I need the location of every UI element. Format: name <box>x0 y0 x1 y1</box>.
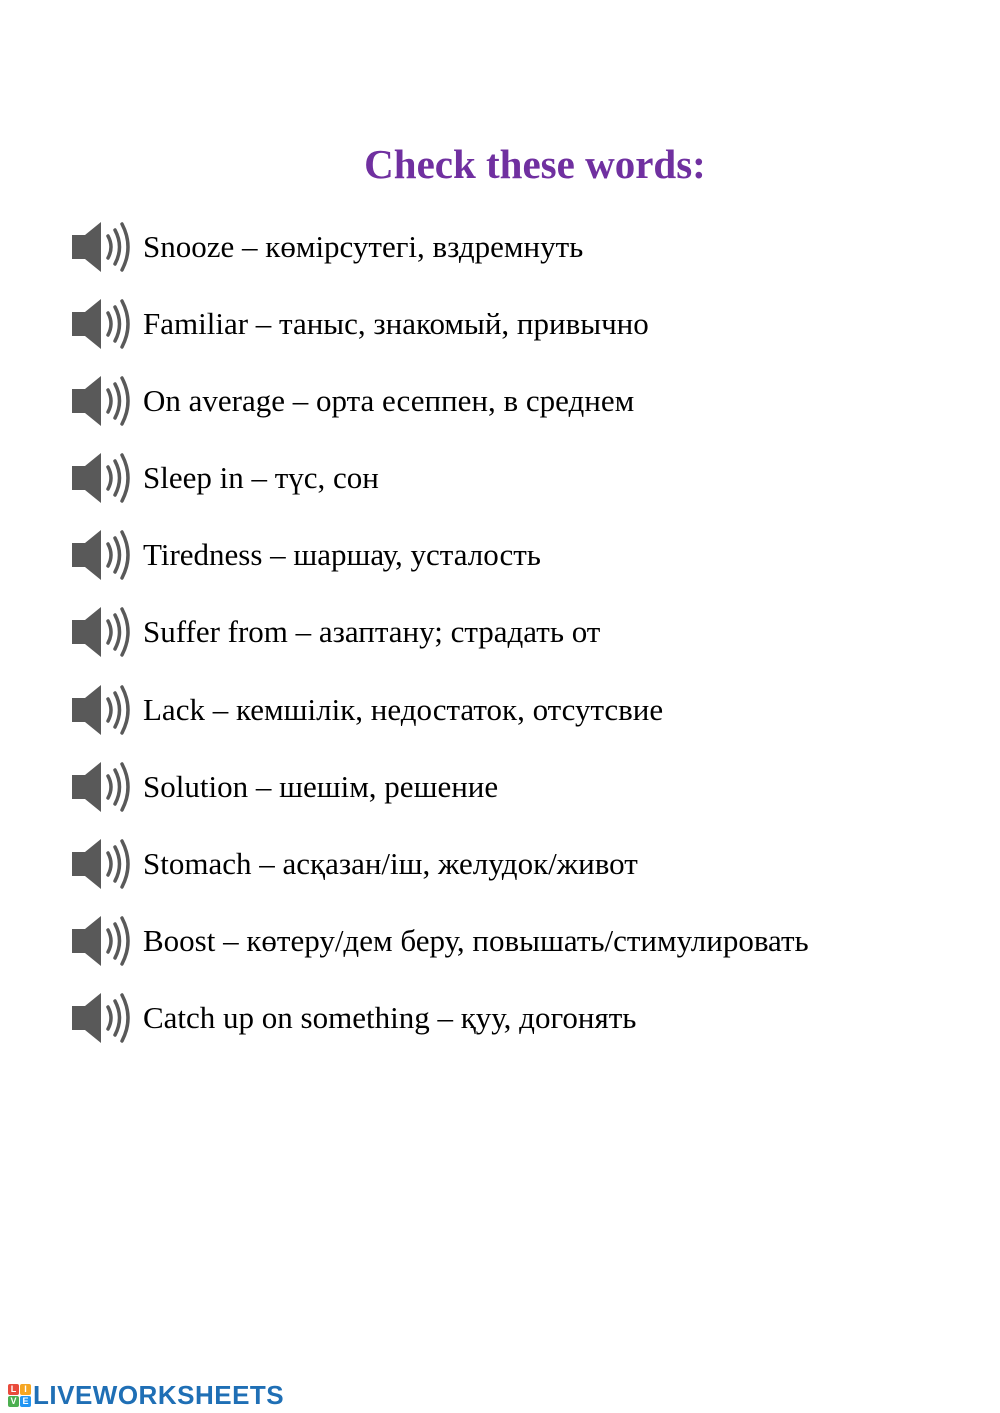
liveworksheets-logo-icon <box>8 1384 31 1407</box>
word-text: Boost – көтеру/дем беру, повышать/стимулировать <box>143 922 809 958</box>
brand-name: LIVEWORKSHEETS <box>33 1379 285 1410</box>
word-row <box>70 450 970 527</box>
word-row <box>70 682 970 759</box>
speaker-icon[interactable] <box>70 683 136 737</box>
logo-letter: L <box>8 1384 19 1395</box>
logo-letter: E <box>20 1396 31 1407</box>
word-text: Snooze – көмірсутегі, вздремнуть <box>143 229 584 264</box>
speaker-icon[interactable] <box>70 451 136 505</box>
word-row <box>70 527 970 604</box>
word-text: Lack – кемшілік, недостаток, отсутсвие <box>143 691 664 727</box>
speaker-icon[interactable] <box>70 914 136 968</box>
speaker-icon[interactable] <box>70 374 136 428</box>
speaker-icon[interactable] <box>70 528 136 582</box>
word-text: Stomach – асқазан/іш, желудок/живот <box>143 845 638 881</box>
word-row <box>70 219 970 296</box>
speaker-icon[interactable] <box>70 760 136 814</box>
word-text: Familiar – таныс, знакомый, привычно <box>143 306 649 342</box>
speaker-icon[interactable] <box>70 837 136 891</box>
word-row <box>70 759 970 836</box>
word-row <box>70 373 970 450</box>
word-text: Catch up on something – қуу, догонять <box>143 999 637 1035</box>
word-text: Solution – шешім, решение <box>143 768 499 804</box>
word-row <box>70 604 970 681</box>
speaker-icon[interactable] <box>70 991 136 1045</box>
word-row <box>70 913 970 990</box>
speaker-icon[interactable] <box>70 220 136 274</box>
word-list <box>70 219 970 1067</box>
liveworksheets-brand[interactable] <box>8 1380 284 1410</box>
word-row <box>70 296 970 373</box>
word-text: Suffer from – азаптану; страдать от <box>143 614 601 650</box>
speaker-icon[interactable] <box>70 605 136 659</box>
word-row <box>70 836 970 913</box>
logo-letter: V <box>8 1396 19 1407</box>
word-text: On average – орта есеппен, в среднем <box>143 383 635 419</box>
speaker-icon[interactable] <box>70 297 136 351</box>
word-row <box>70 990 970 1067</box>
word-text: Tiredness – шаршау, усталость <box>143 537 541 573</box>
word-text: Sleep in – түс, сон <box>143 460 379 496</box>
logo-letter: I <box>20 1384 31 1395</box>
page-title: Check these words: <box>364 141 706 187</box>
